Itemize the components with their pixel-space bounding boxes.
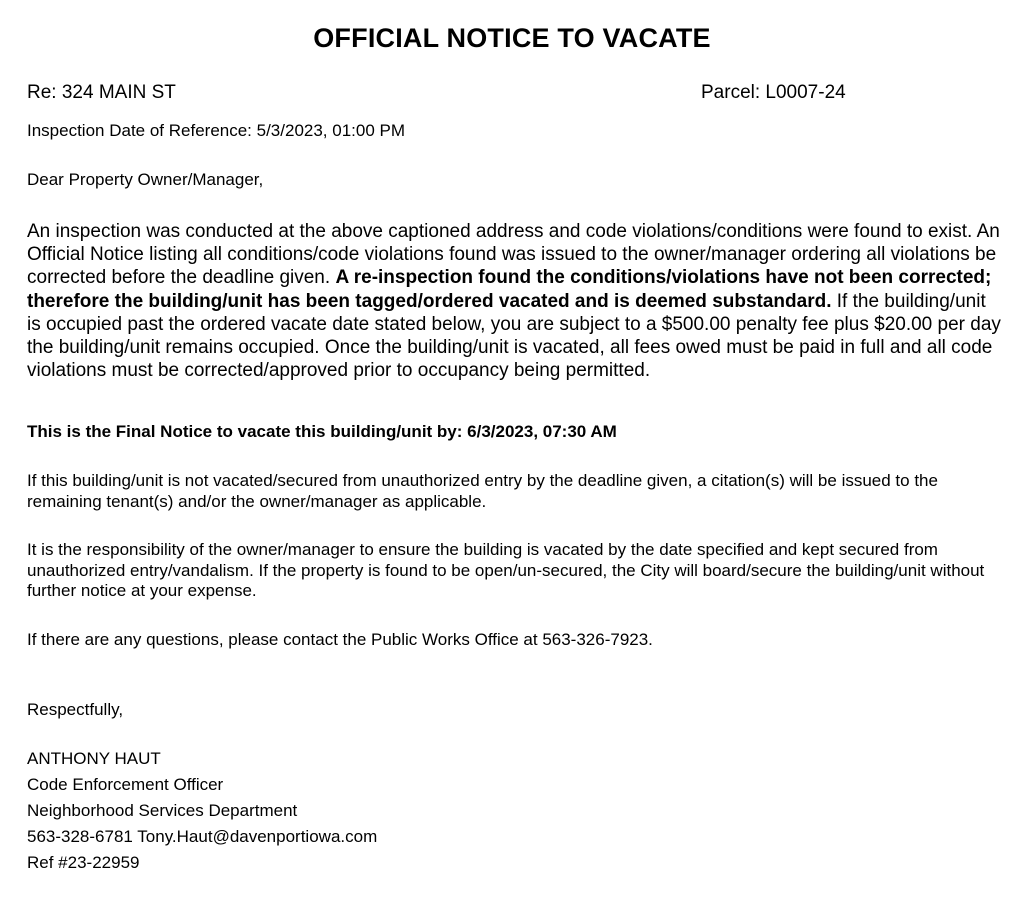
closing: Respectfully, xyxy=(27,700,124,719)
main-paragraph-bold: A re-inspection found the conditions/violations have not been corrected; therefore the building/unit has been tagged/ordered vacated and is deemed substandard. xyxy=(27,267,992,312)
main-paragraph-part1: An inspection was conducted at the above captioned address and code violations/conditions were found to exist. An Official Notice listing all conditions/code violations found was issued to the owner/manager ordering all violations be corrected before the deadline given. xyxy=(27,221,1000,289)
signature-department: Neighborhood Services Department xyxy=(27,801,298,820)
citation-paragraph: If this building/unit is not vacated/secured from unauthorized entry by the deadline given, a citation(s) will be issued to the remaining tenant(s) and/or the owner/manager as applicable. xyxy=(27,471,938,511)
signature-block xyxy=(27,746,377,876)
notice-title: OFFICIAL NOTICE TO VACATE xyxy=(313,23,711,53)
parcel-number: Parcel: L0007-24 xyxy=(701,82,846,103)
address-line: Re: 324 MAIN ST xyxy=(27,82,176,103)
questions-line: If there are any questions, please contact the Public Works Office at 563-326-7923. xyxy=(27,630,653,649)
salutation: Dear Property Owner/Manager, xyxy=(27,170,264,189)
main-paragraph-part3: If the building/unit is occupied past the ordered vacate date stated below, you are subject to a $500.00 penalty fee plus $20.00 per day the building/unit remains occupied. Once the building/unit is vacated, all fees owed must be paid in full and all code violations must be corrected/approved prior to occupancy being permitted. xyxy=(27,290,1001,382)
inspection-date: Inspection Date of Reference: 5/3/2023, 01:00 PM xyxy=(27,121,406,140)
signature-title: Code Enforcement Officer xyxy=(27,775,224,794)
final-notice-line: This is the Final Notice to vacate this building/unit by: 6/3/2023, 07:30 AM xyxy=(27,422,617,441)
signature-contact: 563-328-6781 Tony.Haut@davenportiowa.com xyxy=(27,827,378,846)
signature-ref: Ref #23-22959 xyxy=(27,853,140,872)
main-paragraph xyxy=(27,220,1002,382)
responsibility-paragraph: It is the responsibility of the owner/manager to ensure the building is vacated by the date specified and kept secured from unauthorized entry/vandalism. If the property is found to be open/un-secured, the City will board/secure the building/unit without further notice at your expense. xyxy=(27,540,985,600)
signature-name: ANTHONY HAUT xyxy=(27,749,161,768)
